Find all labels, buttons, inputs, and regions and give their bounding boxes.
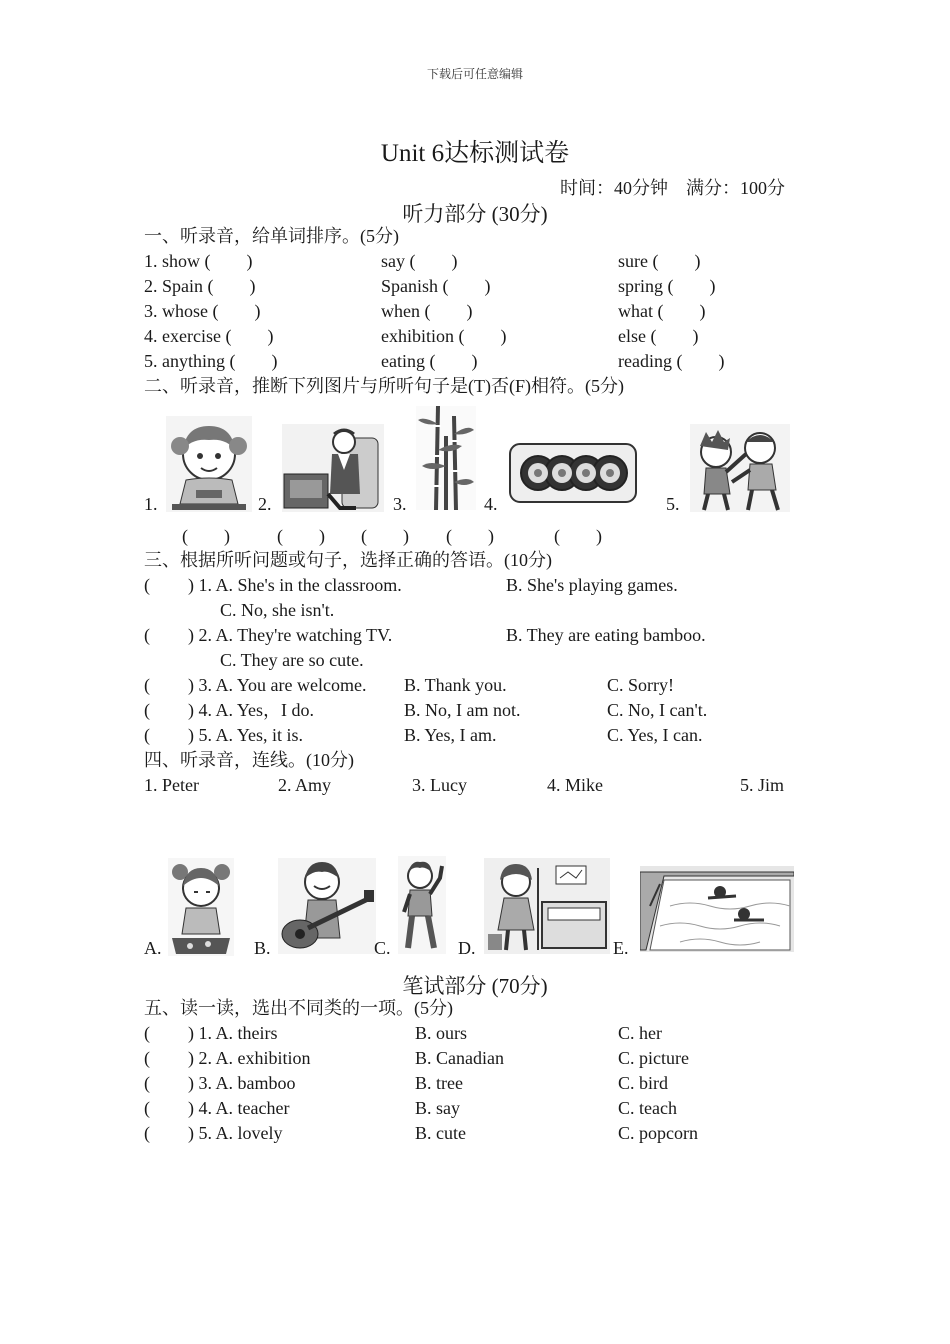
q2-title: 二、听录音，推断下列图片与所听句子是(T)否(F)相符。(5分): [144, 376, 624, 396]
q2-label: 5.: [666, 494, 680, 514]
q5-option-a: ) 3. A. bamboo: [188, 1073, 296, 1093]
writing-section-heading: 笔试部分 (70分): [402, 974, 548, 998]
q5-option-b: B. tree: [415, 1073, 463, 1093]
q4-letter: B.: [254, 938, 271, 958]
boy-waving-icon: [398, 856, 446, 954]
answer-blank[interactable]: (: [144, 700, 177, 720]
girl-drawing-icon: [168, 858, 234, 956]
q5-option-c: C. bird: [618, 1073, 669, 1093]
q5-option-a: ) 5. A. lovely: [188, 1123, 283, 1143]
man-on-sofa-icon: [282, 424, 384, 512]
answer-blank[interactable]: (: [144, 725, 177, 745]
q2-label: 3.: [393, 494, 407, 514]
q3-option-a: ) 1. A. She's in the classroom.: [188, 575, 402, 595]
q1-word: 2. Spain ( ): [144, 276, 256, 296]
q5-option-a: ) 4. A. teacher: [188, 1098, 290, 1118]
q3-option-b: B. Thank you.: [404, 675, 507, 695]
q3-option-b: B. Yes, I am.: [404, 725, 497, 745]
q1-word: exhibition ( ): [381, 326, 507, 346]
q4-name[interactable]: 5. Jim: [740, 775, 785, 795]
q1-word: 4. exercise ( ): [144, 326, 274, 346]
answer-blank[interactable]: ( ): [446, 526, 494, 546]
answer-blank[interactable]: (: [144, 675, 177, 695]
q1-word: sure ( ): [618, 251, 701, 271]
q5-option-a: ) 1. A. theirs: [188, 1023, 278, 1043]
q3-option-c: C. They are so cute.: [220, 650, 364, 670]
kids-fighting-icon: [690, 424, 790, 512]
q3-option-c: C. Sorry!: [607, 675, 674, 695]
q1-word: 3. whose ( ): [144, 301, 261, 321]
q3-option-a: ) 4. A. Yes，I do.: [188, 700, 315, 720]
q3-option-c: C. Yes, I can.: [607, 725, 703, 745]
q1-title: 一、听录音，给单词排序。(5分): [144, 226, 399, 246]
answer-blank[interactable]: ( ): [554, 526, 602, 546]
q5-option-b: B. ours: [415, 1023, 468, 1043]
q3-option-c: C. No, she isn't.: [220, 600, 335, 620]
header-note: 下载后可任意编辑: [426, 67, 523, 81]
q2-label: 4.: [484, 494, 498, 514]
q4-letter: A.: [144, 938, 162, 958]
q3-option-a: ) 5. A. Yes, it is.: [188, 725, 304, 745]
q4-letter: C.: [374, 938, 391, 958]
boy-guitar-icon: [278, 858, 376, 954]
q3-option-b: B. They are eating bamboo.: [506, 625, 706, 645]
q1-word: say ( ): [381, 251, 458, 271]
answer-blank[interactable]: ( ): [277, 526, 325, 546]
q4-name[interactable]: 4. Mike: [547, 775, 603, 795]
q3-option-a: ) 2. A. They're watching TV.: [188, 625, 393, 645]
answer-blank[interactable]: (: [144, 625, 177, 645]
q4-name[interactable]: 3. Lucy: [412, 775, 467, 795]
q4-letter: D.: [458, 938, 476, 958]
q2-label: 2.: [258, 494, 272, 514]
q4-name[interactable]: 2. Amy: [278, 775, 332, 795]
q5-option-c: C. teach: [618, 1098, 677, 1118]
q4-name[interactable]: 1. Peter: [144, 775, 199, 795]
bamboo-icon: [416, 406, 476, 510]
answer-blank[interactable]: ( ): [182, 526, 230, 546]
answer-blank[interactable]: (: [144, 1123, 186, 1143]
page-title: Unit 6达标测试卷: [380, 140, 570, 167]
q1-word: 1. show ( ): [144, 251, 253, 271]
girl-eating-icon: [166, 416, 252, 512]
q3-option-b: B. She's playing games.: [506, 575, 678, 595]
q5-option-c: C. popcorn: [618, 1123, 698, 1143]
q2-label: 1.: [144, 494, 158, 514]
q1-word: 5. anything ( ): [144, 351, 278, 371]
q1-word: reading ( ): [618, 351, 725, 371]
q5-option-c: C. picture: [618, 1048, 689, 1068]
answer-blank[interactable]: ( ): [361, 526, 409, 546]
time-limit: 时间：40分钟: [560, 178, 668, 198]
q3-option-a: ) 3. A. You are welcome.: [188, 675, 367, 695]
answer-blank[interactable]: (: [144, 1023, 186, 1043]
q5-option-c: C. her: [618, 1023, 662, 1043]
exam-meta: [560, 174, 785, 200]
q1-word: when ( ): [381, 301, 473, 321]
q5-option-b: B. say: [415, 1098, 460, 1118]
q1-word: Spanish ( ): [381, 276, 491, 296]
answer-blank[interactable]: (: [144, 1098, 186, 1118]
q5-option-b: B. Canadian: [415, 1048, 504, 1068]
answer-blank[interactable]: (: [144, 575, 177, 595]
answer-blank[interactable]: (: [144, 1073, 186, 1093]
q1-word: else ( ): [618, 326, 699, 346]
girl-bedroom-icon: [484, 858, 610, 954]
q5-title: 五、读一读，选出不同类的一项。(5分): [144, 998, 453, 1018]
q1-word: eating ( ): [381, 351, 478, 371]
q3-option-c: C. No, I can't.: [607, 700, 708, 720]
q1-word: what ( ): [618, 301, 706, 321]
q3-title: 三、根据所听问题或句子，选择正确的答语。(10分): [144, 550, 552, 570]
q1-word: spring ( ): [618, 276, 716, 296]
full-score: 满分：100分: [686, 178, 785, 198]
answer-blank[interactable]: (: [144, 1048, 186, 1068]
q4-letter: E.: [613, 938, 629, 958]
sushi-rolls-icon: [508, 440, 638, 506]
q5-option-a: ) 2. A. exhibition: [188, 1048, 311, 1068]
q3-option-b: B. No, I am not.: [404, 700, 521, 720]
swimming-pool-icon: [640, 866, 794, 952]
listening-section-heading: 听力部分 (30分): [402, 202, 548, 226]
q5-option-b: B. cute: [415, 1123, 466, 1143]
q4-title: 四、听录音，连线。(10分): [144, 750, 354, 770]
